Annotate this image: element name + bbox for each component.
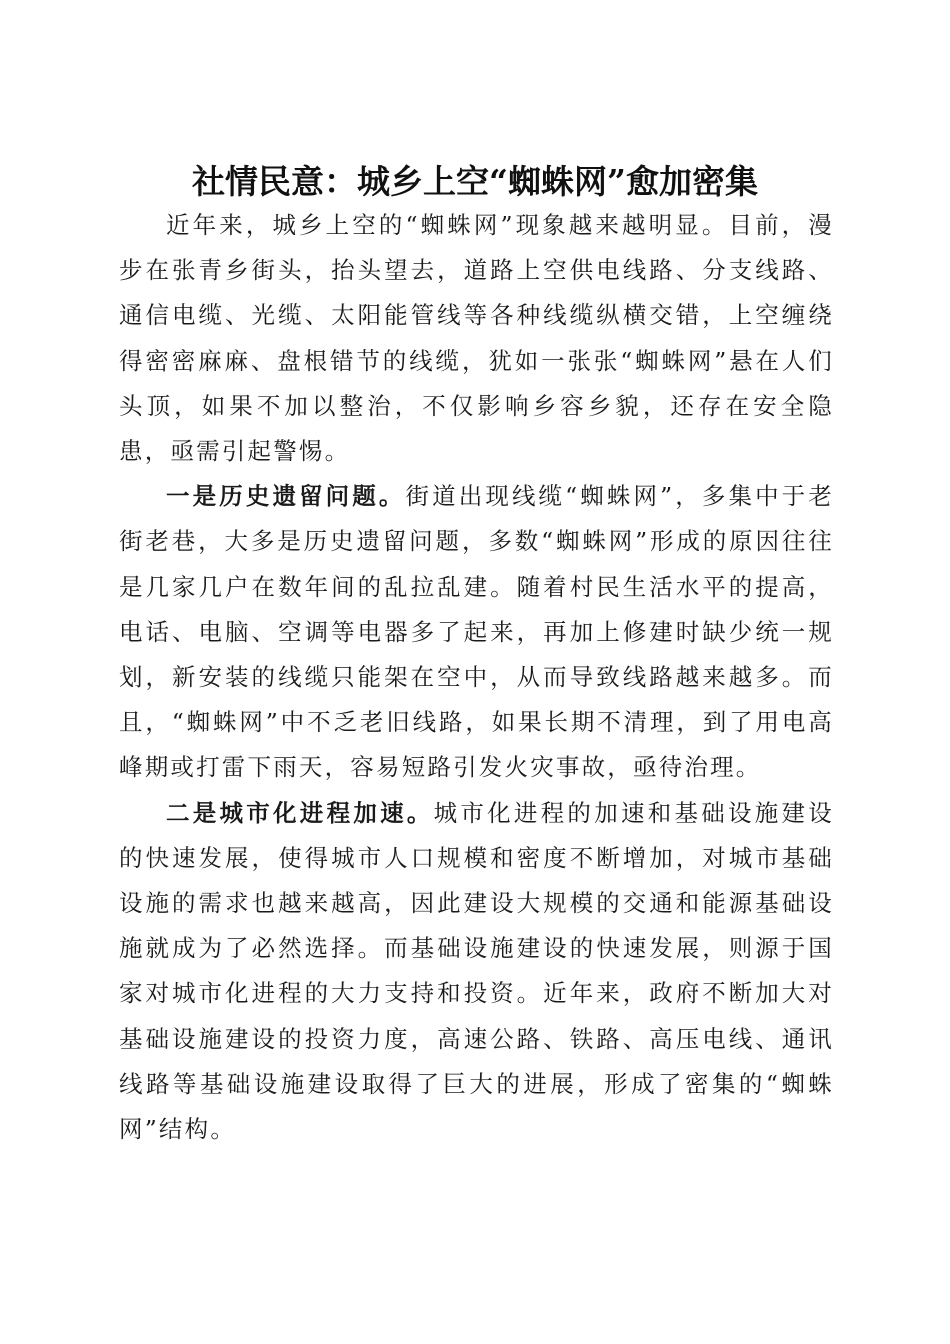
paragraph-intro (119, 203, 834, 474)
document-body (119, 203, 834, 1152)
paragraph-history-text: 街道出现线缆“蜘蛛网”，多集中于老街老巷，大多是历史遗留问题，多数“蜘蛛网”形成的原因往往是几家几户在数年间的乱拉乱建。随着村民生活水平的提高，电话、电脑、空调等电器多了起来，再加上修建时缺少统一规划，新安装的线缆只能架在空中，从而导致线路越来越多。而且，“蜘蛛网”中不乏老旧线路，如果长期不清理，到了用电高峰期或打雷下雨天，容易短路引发火灾事故，亟待治理。 (119, 482, 834, 782)
paragraph-urbanization-lead: 二是城市化进程加速。 (166, 798, 434, 827)
paragraph-intro-text: 近年来，城乡上空的“蜘蛛网”现象越来越明显。目前，漫步在张青乡街头，抬头望去，道路上空供电线路、分支线路、通信电缆、光缆、太阳能管线等各种线缆纵横交错，上空缠绕得密密麻麻、盘根错节的线缆，犹如一张张“蜘蛛网”悬在人们头顶，如果不加以整治，不仅影响乡容乡貌，还存在安全隐患，亟需引起警惕。 (119, 211, 834, 466)
paragraph-urbanization (119, 791, 834, 1153)
paragraph-history-lead: 一是历史遗留问题。 (166, 482, 406, 511)
paragraph-urbanization-text: 城市化进程的加速和基础设施建设的快速发展，使得城市人口规模和密度不断增加，对城市基础设施的需求也越来越高，因此建设大规模的交通和能源基础设施就成为了必然选择。而基础设施建设的快速发展，则源于国家对城市化进程的大力支持和投资。近年来，政府不断加大对基础设施建设的投资力度，高速公路、铁路、高压电线、通讯线路等基础设施建设取得了巨大的进展，形成了密集的“蜘蛛网”结构。 (119, 798, 834, 1144)
paragraph-history (119, 474, 834, 790)
document-title: 社情民意：城乡上空“蜘蛛网”愈加密集 (192, 162, 758, 202)
